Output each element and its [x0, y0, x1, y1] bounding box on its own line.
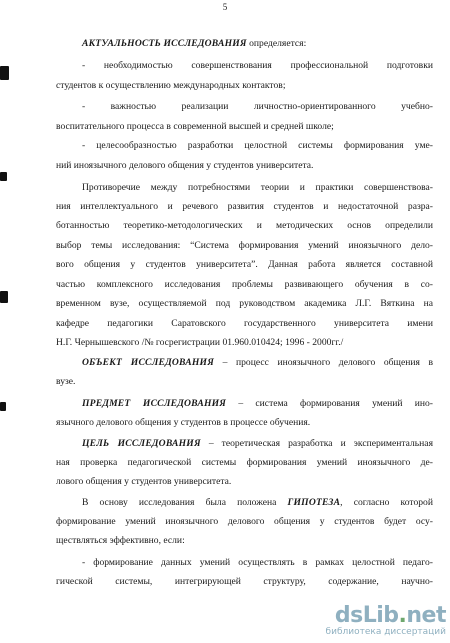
text-line: - формирование данных умений осуществлять в рамках целостной педаго-	[82, 557, 433, 568]
text-line: частью комплексного исследования проблемы развивающего обучения в со-	[56, 279, 433, 290]
subject-line: ПРЕДМЕТ ИССЛЕДОВАНИЯ – система формирования умений ино-	[82, 398, 433, 409]
text-line: ная проверка педагогической системы формирования умений иноязычного де-	[56, 457, 433, 468]
scan-mark	[0, 66, 9, 80]
scan-mark	[0, 172, 7, 181]
text-line: Противоречие между потребностями теории и практики совершенствова-	[82, 182, 433, 193]
page-number: 5	[222, 2, 228, 12]
goal-line: ЦЕЛЬ ИССЛЕДОВАНИЯ – теоретическая разработка и экспериментальная	[82, 438, 433, 449]
heading-relevance: АКТУАЛЬНОСТЬ ИССЛЕДОВАНИЯ определяется:	[82, 38, 307, 49]
text-line: вузе.	[56, 376, 76, 387]
text-line: выбор темы исследования: “Система формирования умений иноязычного дело-	[56, 240, 433, 251]
text-line: ния интеллектуального и речевого развития студентов и недостаточной разра-	[56, 201, 433, 212]
watermark	[326, 605, 446, 637]
text-line: формирование умений иноязычного делового общения у студентов будет осу-	[56, 516, 433, 527]
text-line: - целесообразностью разработки целостной системы формирования уме-	[82, 140, 433, 151]
text-line: язычного делового общения у студентов в процессе обучения.	[56, 417, 311, 428]
hypothesis-line: В основу исследования была положена ГИПОТЕЗА, согласно которой	[82, 497, 433, 508]
scan-mark	[0, 291, 8, 303]
text-line: студентов к осуществлению международных контактов;	[56, 80, 286, 91]
text-line: - важностью реализации личностно-ориентированного учебно-	[82, 101, 433, 112]
text-line: лового общения у студентов университета.	[56, 476, 232, 487]
watermark-tagline: библиотека диссертаций	[325, 627, 446, 637]
text-line: временном вузе, осуществляемой под руководством академика Л.Г. Вяткина на	[56, 298, 433, 309]
text-line: ботанностью теоретико-методологических и методических основ определили	[56, 220, 433, 231]
text-line: вого общения у студентов университета”. Данная работа является составной	[56, 259, 433, 270]
text-line: гической системы, интегрирующей структуру, содержание, научно-	[56, 576, 433, 587]
scan-mark	[0, 402, 6, 411]
text-line: кафедре педагогики Саратовского государственного университета имени	[56, 318, 433, 329]
object-line: ОБЪЕКТ ИССЛЕДОВАНИЯ – процесс иноязычного делового общения в	[82, 357, 433, 368]
text-line: ний иноязычного делового общения у студентов университета.	[56, 160, 314, 171]
watermark-logo: dsLib.net	[334, 603, 446, 628]
text-line: ществляться эффективно, если:	[56, 535, 185, 546]
text-line: воспитательного процесса в современной высшей и средней школе;	[56, 121, 334, 132]
text-line: Н.Г. Чернышевского /№ госрегистрации 01.960.010424; 1996 - 2000гг./	[56, 337, 344, 348]
text-line: - необходимостью совершенствования профессиональной подготовки	[82, 60, 433, 71]
